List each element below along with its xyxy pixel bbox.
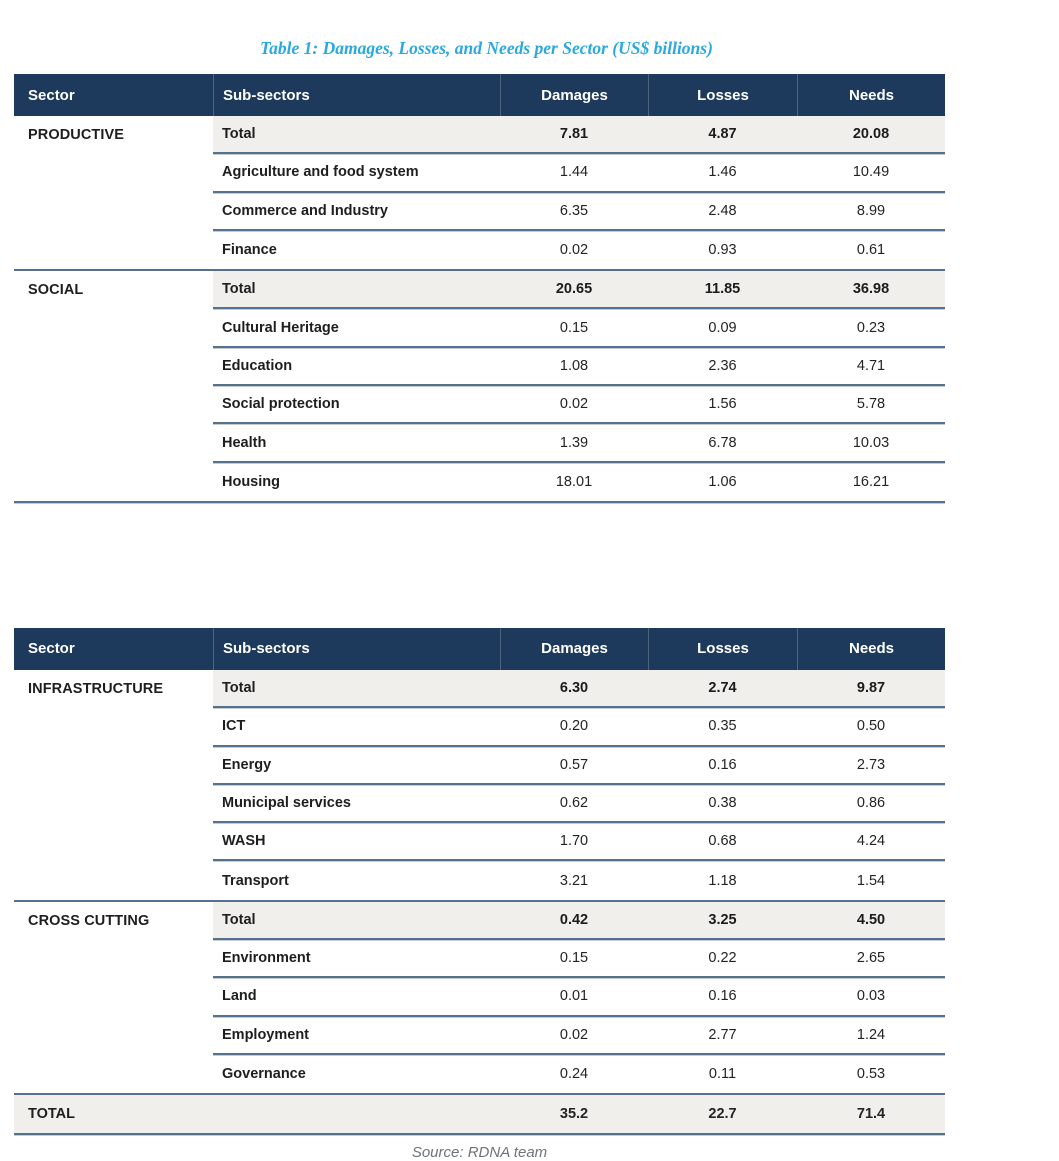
needs-value: 2.73	[856, 756, 886, 773]
damages-value: 6.35	[559, 202, 589, 219]
damages-value: 0.15	[559, 319, 589, 336]
needs-value: 10.49	[852, 164, 890, 181]
table-row	[213, 309, 945, 347]
column-header-needs: Needs	[797, 628, 945, 670]
needs-value: 4.71	[856, 357, 886, 374]
sub-sector-label: Health	[222, 434, 267, 451]
sub-sector-label: ICT	[222, 718, 246, 735]
column-header-losses: Losses	[648, 74, 797, 116]
losses-value: 2.74	[708, 680, 737, 697]
losses-value: 0.11	[708, 1066, 737, 1083]
losses-value: 0.35	[708, 718, 737, 735]
table-row	[213, 747, 945, 785]
sub-sector-label: Land	[222, 988, 257, 1005]
needs-value: 10.03	[852, 434, 890, 451]
needs-value: 0.53	[856, 1066, 886, 1083]
damages-value: 1.70	[559, 833, 589, 850]
damages-value: 0.02	[559, 242, 589, 259]
column-header-sub-sectors: Sub-sectors	[213, 628, 500, 670]
sub-sector-label: Transport	[222, 872, 289, 889]
damages-value: 0.01	[559, 988, 589, 1005]
losses-value: 11.85	[704, 281, 741, 298]
needs-value: 36.98	[852, 281, 890, 298]
damages-losses-needs-table-2	[14, 628, 945, 1135]
losses-value: 2.77	[708, 1026, 737, 1043]
sub-sector-label: Social protection	[222, 396, 340, 413]
needs-value: 0.03	[856, 988, 886, 1005]
sub-sector-label: Municipal services	[222, 795, 351, 811]
table-header-row	[14, 628, 945, 670]
column-header-needs: Needs	[797, 74, 945, 116]
grand-total-row	[14, 1095, 945, 1135]
table-row	[213, 1055, 945, 1093]
table-row	[213, 861, 945, 899]
needs-value: 0.86	[856, 795, 886, 811]
damages-value: 0.15	[559, 950, 589, 967]
table-row	[213, 940, 945, 978]
losses-value: 1.46	[708, 164, 737, 181]
sub-sector-label: Finance	[222, 242, 277, 259]
damages-value: 1.08	[559, 357, 589, 374]
sector-section	[14, 116, 945, 271]
losses-value: 0.38	[708, 795, 737, 811]
sub-sector-label: Education	[222, 357, 293, 374]
needs-value: 0.23	[856, 319, 886, 336]
table-row	[213, 386, 945, 424]
damages-losses-needs-table-1	[14, 74, 945, 503]
table-row	[213, 424, 945, 462]
table-row	[213, 978, 945, 1016]
grand-total-label: TOTAL	[28, 1106, 75, 1123]
table-header-row	[14, 74, 945, 116]
needs-value: 5.78	[856, 396, 886, 413]
losses-value: 0.16	[708, 988, 737, 1005]
damages-value: 18.01	[555, 473, 593, 490]
losses-value: 0.68	[708, 833, 737, 850]
subtotal-row	[213, 670, 945, 708]
sub-sector-label: Total	[222, 281, 256, 298]
column-header-damages: Damages	[500, 628, 648, 670]
sector-rows	[213, 116, 945, 269]
sector-section	[14, 902, 945, 1095]
table-row	[213, 708, 945, 746]
sector-section	[14, 670, 945, 902]
damages-value: 0.42	[559, 911, 589, 928]
losses-value: 0.22	[708, 950, 737, 967]
damages-value: 0.24	[559, 1066, 589, 1083]
column-header-sector: Sector	[28, 640, 75, 658]
sub-sector-label: Energy	[222, 756, 272, 773]
needs-value: 9.87	[856, 680, 886, 697]
losses-value: 2.36	[708, 357, 737, 374]
source-note: Source: RDNA team	[411, 1144, 548, 1161]
grand-total-losses: 22.7	[708, 1106, 737, 1123]
sector-rows	[213, 902, 945, 1093]
sector-section	[14, 271, 945, 503]
sub-sector-label: Housing	[222, 473, 280, 490]
sector-label: PRODUCTIVE	[14, 116, 213, 269]
column-header-sub-sectors: Sub-sectors	[213, 74, 500, 116]
subtotal-row	[213, 271, 945, 309]
sub-sector-label: WASH	[222, 833, 266, 850]
losses-value: 4.87	[708, 126, 737, 143]
sub-sector-label: Agriculture and food system	[222, 164, 419, 181]
sub-sector-label: Commerce and Industry	[222, 202, 388, 219]
subtotal-row	[213, 116, 945, 154]
needs-value: 0.61	[856, 242, 886, 259]
needs-value: 4.50	[856, 911, 886, 928]
damages-value: 6.30	[559, 680, 589, 697]
document-page	[14, 0, 959, 1161]
table-row	[213, 1017, 945, 1055]
losses-value: 3.25	[708, 911, 737, 928]
subtotal-row	[213, 902, 945, 940]
damages-value: 0.20	[559, 718, 589, 735]
losses-value: 1.18	[708, 872, 737, 889]
needs-value: 2.65	[856, 950, 886, 967]
table-row	[213, 154, 945, 192]
losses-value: 0.16	[708, 756, 737, 773]
needs-value: 8.99	[856, 202, 886, 219]
damages-value: 1.39	[559, 434, 589, 451]
table-row	[213, 785, 945, 823]
sub-sector-label: Total	[222, 911, 256, 928]
needs-value: 16.21	[852, 473, 890, 490]
needs-value: 1.24	[856, 1026, 886, 1043]
damages-value: 1.44	[559, 164, 589, 181]
damages-value: 7.81	[559, 126, 589, 143]
column-header-losses: Losses	[648, 628, 797, 670]
table-row	[213, 463, 945, 501]
sector-label: SOCIAL	[14, 271, 213, 501]
column-header-sector: Sector	[28, 86, 75, 104]
losses-value: 0.93	[708, 242, 737, 259]
grand-total-needs: 71.4	[856, 1106, 886, 1123]
damages-value: 0.57	[559, 756, 589, 773]
needs-value: 4.24	[856, 833, 886, 850]
sub-sector-label: Total	[222, 126, 256, 143]
losses-value: 0.09	[708, 319, 737, 336]
sub-sector-label: Environment	[222, 950, 311, 967]
losses-value: 1.56	[708, 396, 737, 413]
column-header-damages: Damages	[500, 74, 648, 116]
sub-sector-label: Cultural Heritage	[222, 319, 339, 336]
sub-sector-label: Total	[222, 680, 256, 697]
damages-value: 0.02	[559, 396, 589, 413]
sector-label: INFRASTRUCTURE	[14, 670, 213, 900]
table-title: Table 1: Damages, Losses, and Needs per Sector (US$ billions)	[260, 38, 713, 58]
damages-value: 3.21	[559, 872, 589, 889]
sector-rows	[213, 670, 945, 900]
needs-value: 20.08	[852, 126, 890, 143]
needs-value: 1.54	[856, 872, 886, 889]
table-row	[213, 348, 945, 386]
sub-sector-label: Employment	[222, 1026, 310, 1043]
losses-value: 1.06	[708, 473, 737, 490]
damages-value: 0.62	[559, 795, 589, 811]
table-row	[213, 823, 945, 861]
sector-rows	[213, 271, 945, 501]
table-row	[213, 193, 945, 231]
grand-total-damages: 35.2	[559, 1106, 589, 1123]
table-row	[213, 231, 945, 269]
losses-value: 6.78	[708, 434, 737, 451]
sub-sector-label: Governance	[222, 1066, 306, 1083]
damages-value: 20.65	[555, 281, 593, 298]
sector-label: CROSS CUTTING	[14, 902, 213, 1093]
damages-value: 0.02	[559, 1026, 589, 1043]
losses-value: 2.48	[708, 202, 737, 219]
needs-value: 0.50	[856, 718, 886, 735]
